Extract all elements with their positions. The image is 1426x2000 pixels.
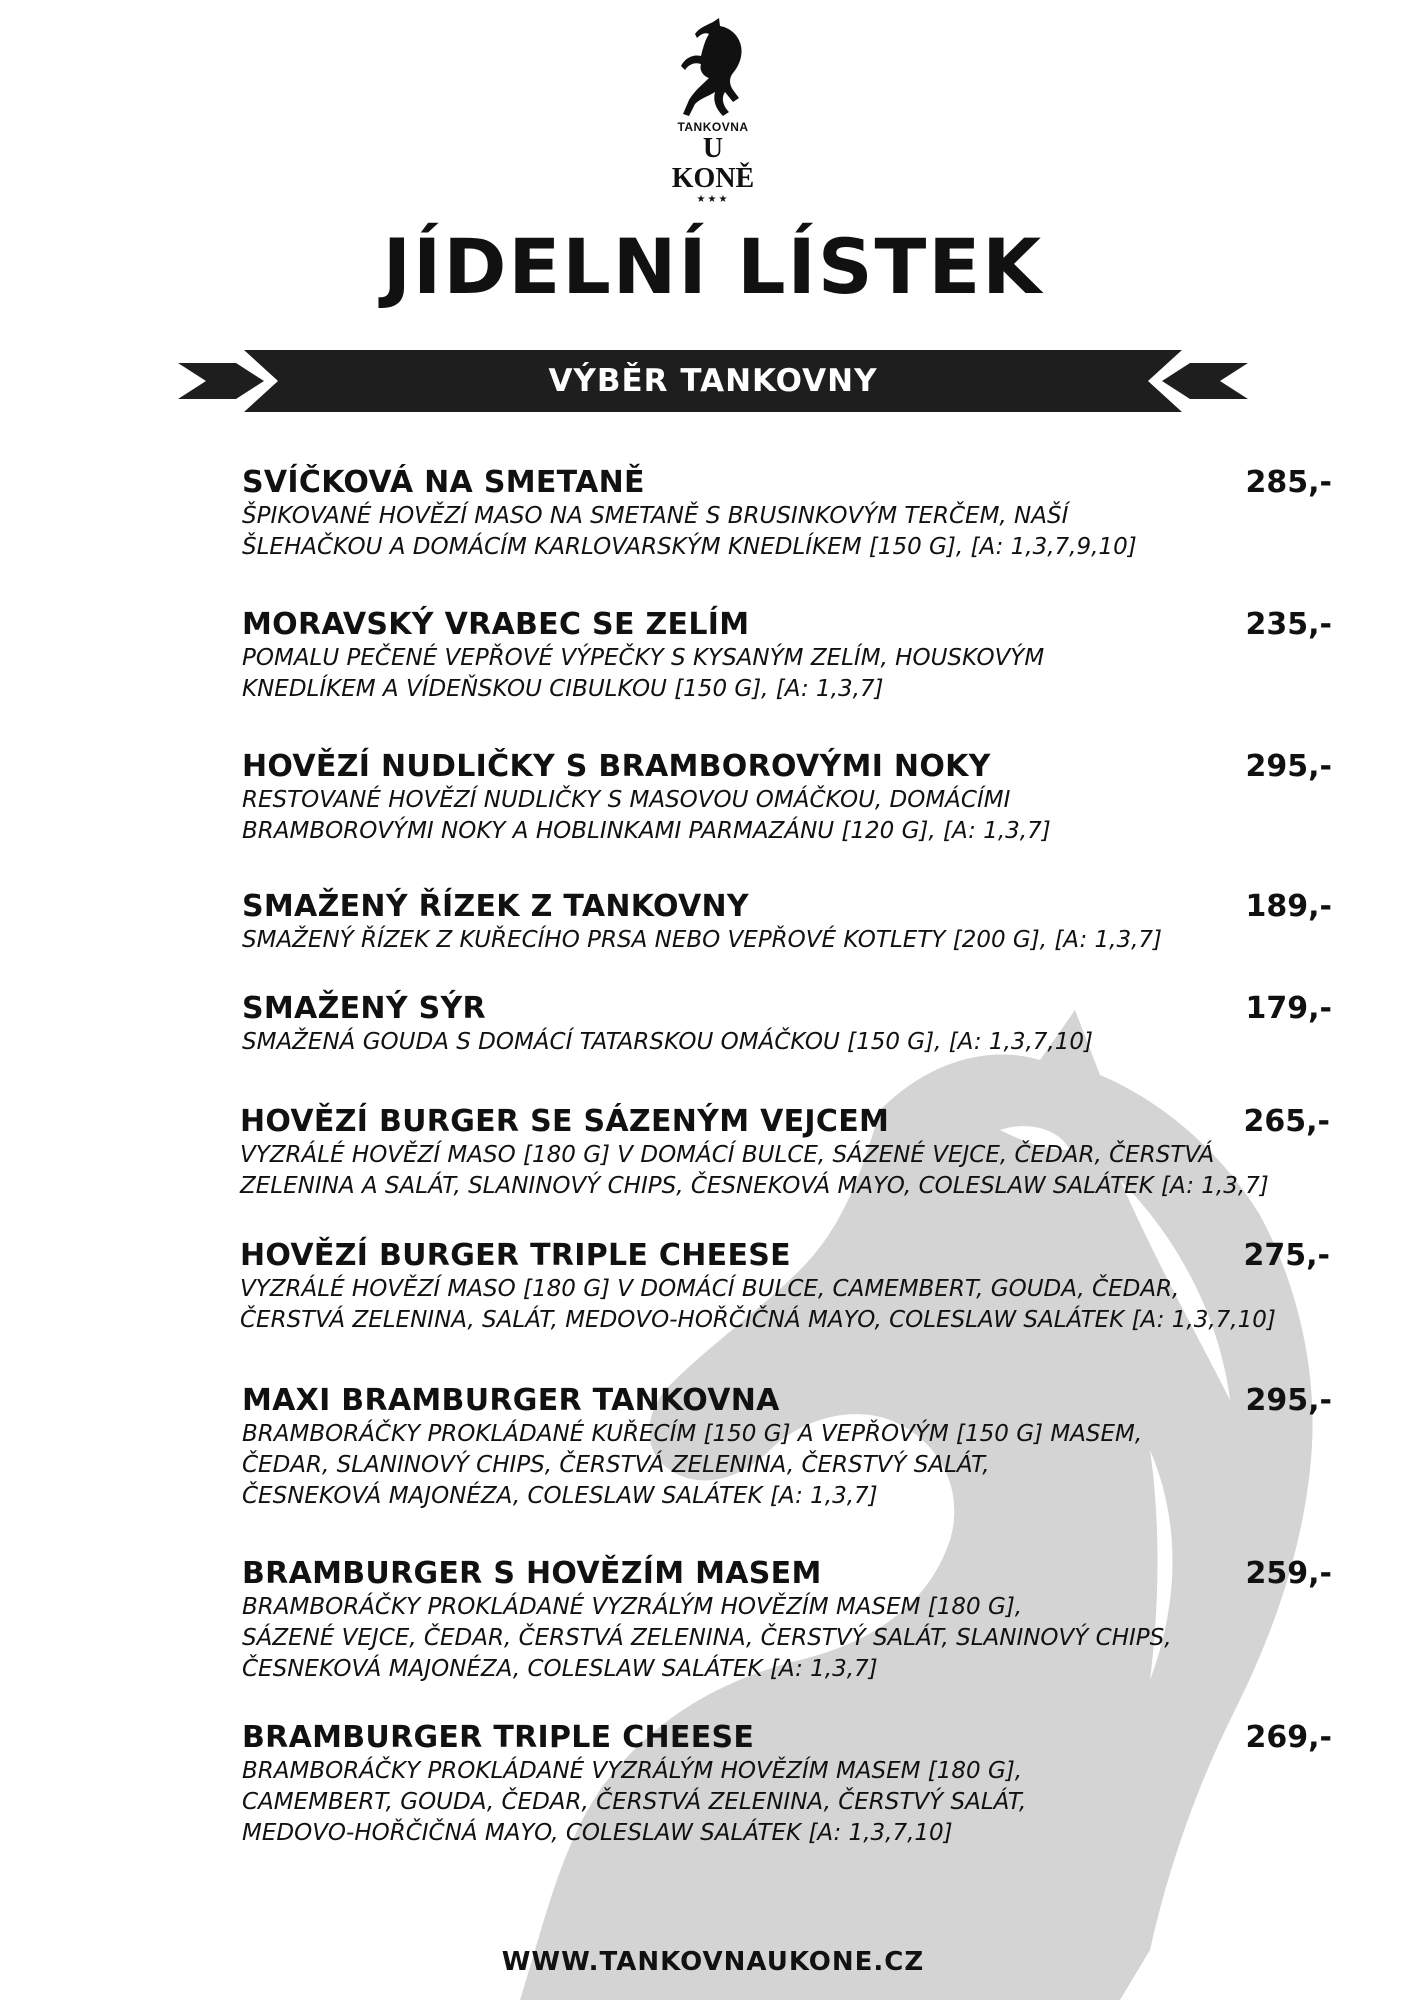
menu-item-price: 189,-	[1245, 889, 1332, 924]
menu-item-name: HOVĚZÍ BURGER SE SÁZENÝM VEJCEM	[240, 1104, 890, 1139]
menu-item	[242, 889, 1332, 956]
menu-item	[242, 749, 1332, 847]
menu-item	[242, 991, 1332, 1058]
menu-item-name: SVÍČKOVÁ NA SMETANĚ	[242, 465, 645, 500]
description-line: BRAMBORÁČKY PROKLÁDANÉ VYZRÁLÝM HOVĚZÍM MASEM [180 G],	[242, 1594, 1023, 1620]
menu-item-price: 179,-	[1245, 991, 1332, 1026]
menu-item-description	[242, 501, 1282, 563]
menu-item-price: 295,-	[1245, 749, 1332, 784]
description-line: SMAŽENÁ GOUDA S DOMÁCÍ TATARSKOU OMÁČKOU [150 G], [A: 1,3,7,10]	[242, 1029, 1093, 1055]
menu-item	[242, 1383, 1332, 1512]
menu-item-name: HOVĚZÍ BURGER TRIPLE CHEESE	[240, 1238, 791, 1273]
description-line: ČERSTVÁ ZELENINA, SALÁT, MEDOVO-HOŘČIČNÁ MAYO, COLESLAW SALÁTEK [A: 1,3,7,10]	[240, 1307, 1276, 1333]
horse-icon	[673, 18, 753, 118]
description-line: ŠLEHAČKOU A DOMÁCÍM KARLOVARSKÝM KNEDLÍKEM [150 G], [A: 1,3,7,9,10]	[242, 534, 1137, 560]
menu-item-description	[242, 785, 1282, 847]
menu-item-description	[242, 1592, 1282, 1685]
description-line: ZELENINA A SALÁT, SLANINOVÝ CHIPS, ČESNEKOVÁ MAYO, COLESLAW SALÁTEK [A: 1,3,7]	[240, 1173, 1269, 1199]
menu-item	[242, 607, 1332, 705]
menu-item-description	[240, 1140, 1330, 1202]
menu-item-price: 285,-	[1245, 465, 1332, 500]
menu-item	[240, 1104, 1330, 1202]
description-line: CAMEMBERT, GOUDA, ČEDAR, ČERSTVÁ ZELENINA, ČERSTVÝ SALÁT,	[242, 1789, 1027, 1815]
menu-item-price: 265,-	[1243, 1104, 1330, 1139]
menu-item-description	[242, 1419, 1282, 1512]
section-banner	[178, 350, 1248, 412]
description-line: SÁZENÉ VEJCE, ČEDAR, ČERSTVÁ ZELENINA, ČERSTVÝ SALÁT, SLANINOVÝ CHIPS,	[242, 1625, 1172, 1651]
description-line: BRAMBORÁČKY PROKLÁDANÉ KUŘECÍM [150 G] A VEPŘOVÝM [150 G] MASEM,	[242, 1421, 1143, 1447]
description-line: KNEDLÍKEM A VÍDEŇSKOU CIBULKOU [150 G], [A: 1,3,7]	[242, 676, 884, 702]
description-line: ČESNEKOVÁ MAJONÉZA, COLESLAW SALÁTEK [A: 1,3,7]	[242, 1656, 878, 1682]
menu-item	[240, 1238, 1330, 1336]
website-link[interactable]: WWW.TANKOVNAUKONE.CZ	[501, 1947, 925, 1977]
description-line: SMAŽENÝ ŘÍZEK Z KUŘECÍHO PRSA NEBO VEPŘOVÉ KOTLETY [200 G], [A: 1,3,7]	[242, 927, 1163, 953]
menu-item-name: MORAVSKÝ VRABEC SE ZELÍM	[242, 607, 750, 642]
logo-line1: TANKOVNA	[677, 120, 749, 134]
description-line: BRAMBORÁČKY PROKLÁDANÉ VYZRÁLÝM HOVĚZÍM MASEM [180 G],	[242, 1758, 1023, 1784]
menu-item	[242, 1720, 1332, 1849]
page-title: JÍDELNÍ LÍSTEK	[382, 222, 1044, 311]
menu-item-name: BRAMBURGER TRIPLE CHEESE	[242, 1720, 755, 1755]
menu-item	[242, 465, 1332, 563]
menu-item-price: 295,-	[1245, 1383, 1332, 1418]
description-line: RESTOVANÉ HOVĚZÍ NUDLIČKY S MASOVOU OMÁČKOU, DOMÁCÍMI	[242, 787, 1011, 813]
brand-logo	[663, 18, 763, 206]
menu-item-name: MAXI BRAMBURGER TANKOVNA	[242, 1383, 780, 1418]
menu-item-price: 275,-	[1243, 1238, 1330, 1273]
description-line: MEDOVO-HOŘČIČNÁ MAYO, COLESLAW SALÁTEK [A: 1,3,7,10]	[242, 1820, 953, 1846]
description-line: VYZRÁLÉ HOVĚZÍ MASO [180 G] V DOMÁCÍ BULCE, CAMEMBERT, GOUDA, ČEDAR,	[240, 1276, 1180, 1302]
logo-line2: U KONĚ	[671, 133, 755, 194]
section-title: VÝBĚR TANKOVNY	[548, 363, 878, 399]
menu-item-description	[242, 1027, 1282, 1058]
menu-item-name: SMAŽENÝ ŘÍZEK Z TANKOVNY	[242, 889, 749, 924]
menu-item	[242, 1556, 1332, 1685]
menu-item-description	[242, 643, 1282, 705]
description-line: ŠPIKOVANÉ HOVĚZÍ MASO NA SMETANĚ S BRUSINKOVÝM TERČEM, NAŠÍ	[242, 503, 1069, 529]
logo-stars: ★★★	[696, 194, 730, 205]
description-line: ČESNEKOVÁ MAJONÉZA, COLESLAW SALÁTEK [A: 1,3,7]	[242, 1483, 878, 1509]
menu-item-price: 269,-	[1245, 1720, 1332, 1755]
menu-item-name: SMAŽENÝ SÝR	[242, 991, 486, 1026]
menu-item-name: HOVĚZÍ NUDLIČKY S BRAMBOROVÝMI NOKY	[242, 749, 991, 784]
menu-item-name: BRAMBURGER S HOVĚZÍM MASEM	[242, 1556, 822, 1591]
menu-item-description	[242, 925, 1282, 956]
menu-item-description	[242, 1756, 1282, 1849]
description-line: VYZRÁLÉ HOVĚZÍ MASO [180 G] V DOMÁCÍ BULCE, SÁZENÉ VEJCE, ČEDAR, ČERSTVÁ	[240, 1142, 1215, 1168]
menu-item-description	[240, 1274, 1330, 1336]
description-line: BRAMBOROVÝMI NOKY A HOBLINKAMI PARMAZÁNU [120 G], [A: 1,3,7]	[242, 818, 1051, 844]
description-line: POMALU PEČENÉ VEPŘOVÉ VÝPEČKY S KYSANÝM ZELÍM, HOUSKOVÝM	[242, 645, 1045, 671]
description-line: ČEDAR, SLANINOVÝ CHIPS, ČERSTVÁ ZELENINA, ČERSTVÝ SALÁT,	[242, 1452, 990, 1478]
menu-item-price: 259,-	[1245, 1556, 1332, 1591]
menu-item-price: 235,-	[1245, 607, 1332, 642]
